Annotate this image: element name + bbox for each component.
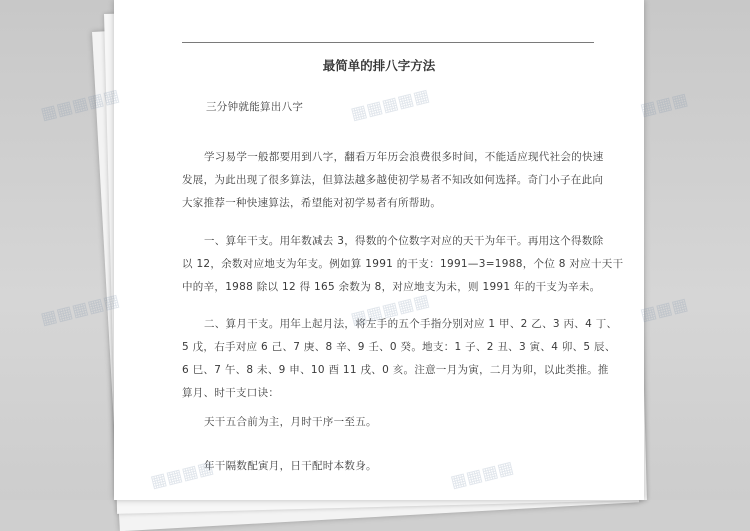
watermark-mark: ▦▦▦	[638, 294, 690, 326]
paragraph-verse-1	[182, 411, 602, 434]
paragraph-line: 以 12，余数对应地支为年支。例如算 1991 的干支：1991—3=1988，个位 8 对应十天干	[182, 258, 624, 270]
watermark-mark: ▦▦▦▦▦	[348, 85, 432, 125]
paragraph-line: 中的辛，1988 除以 12 得 165 余数为 8，对应地支为未，则 1991 年的干支为辛未。	[182, 281, 601, 293]
paragraph-month	[182, 313, 618, 405]
subtitle-line: 三分钟就能算出八字	[206, 101, 304, 113]
header-rule	[182, 42, 594, 43]
watermark-mark: ▦▦▦▦▦	[38, 85, 122, 125]
document-title: 最简单的排八字方法	[322, 58, 436, 73]
paragraph-line: 发展，为此出现了很多算法，但算法越多越使初学易者不知改如何选择。奇门小子在此向	[182, 174, 604, 186]
paragraph-year	[182, 230, 624, 299]
watermark-mark: ▦▦▦▦	[448, 457, 516, 493]
paragraph-line: 年干隔数配寅月，日干配时本数身。	[204, 460, 377, 472]
paragraph-verse-2	[182, 455, 602, 478]
document-page	[114, 0, 644, 500]
subtitle	[182, 96, 602, 119]
paragraph-line: 天干五合前为主，月时干序一至五。	[204, 416, 377, 428]
watermark-mark: ▦▦▦▦▦	[348, 290, 432, 330]
paragraph-intro	[182, 146, 602, 215]
paragraph-line: 学习易学一般都要用到八字，翻看万年历会浪费很多时间，不能适应现代社会的快速	[204, 151, 604, 163]
watermark-mark: ▦▦▦	[638, 89, 690, 121]
paragraph-line: 二、算月干支。用年上起月法，将左手的五个手指分别对应 1 甲、2 乙、3 丙、4 丁、	[204, 318, 618, 330]
paragraph-line: 6 巳、7 午、8 未、9 申、10 酉 11 戌、0 亥。注意一月为寅，二月为卯，以此类推。推	[182, 364, 609, 376]
paragraph-line: 一、算年干支。用年数减去 3，得数的个位数字对应的天干为年干。再用这个得数除	[204, 235, 604, 247]
watermark-mark: ▦▦▦▦▦	[38, 290, 122, 330]
paragraph-line: 大家推荐一种快速算法，希望能对初学易者有所帮助。	[182, 197, 442, 209]
paragraph-line: 5 戊，右手对应 6 己、7 庚、8 辛、9 壬、0 癸。地支：1 子、2 丑、3 寅、4 卯、5 辰、	[182, 341, 616, 353]
paragraph-line: 算月、时干支口诀：	[182, 387, 280, 399]
watermark-mark: ▦▦▦▦	[148, 457, 216, 493]
